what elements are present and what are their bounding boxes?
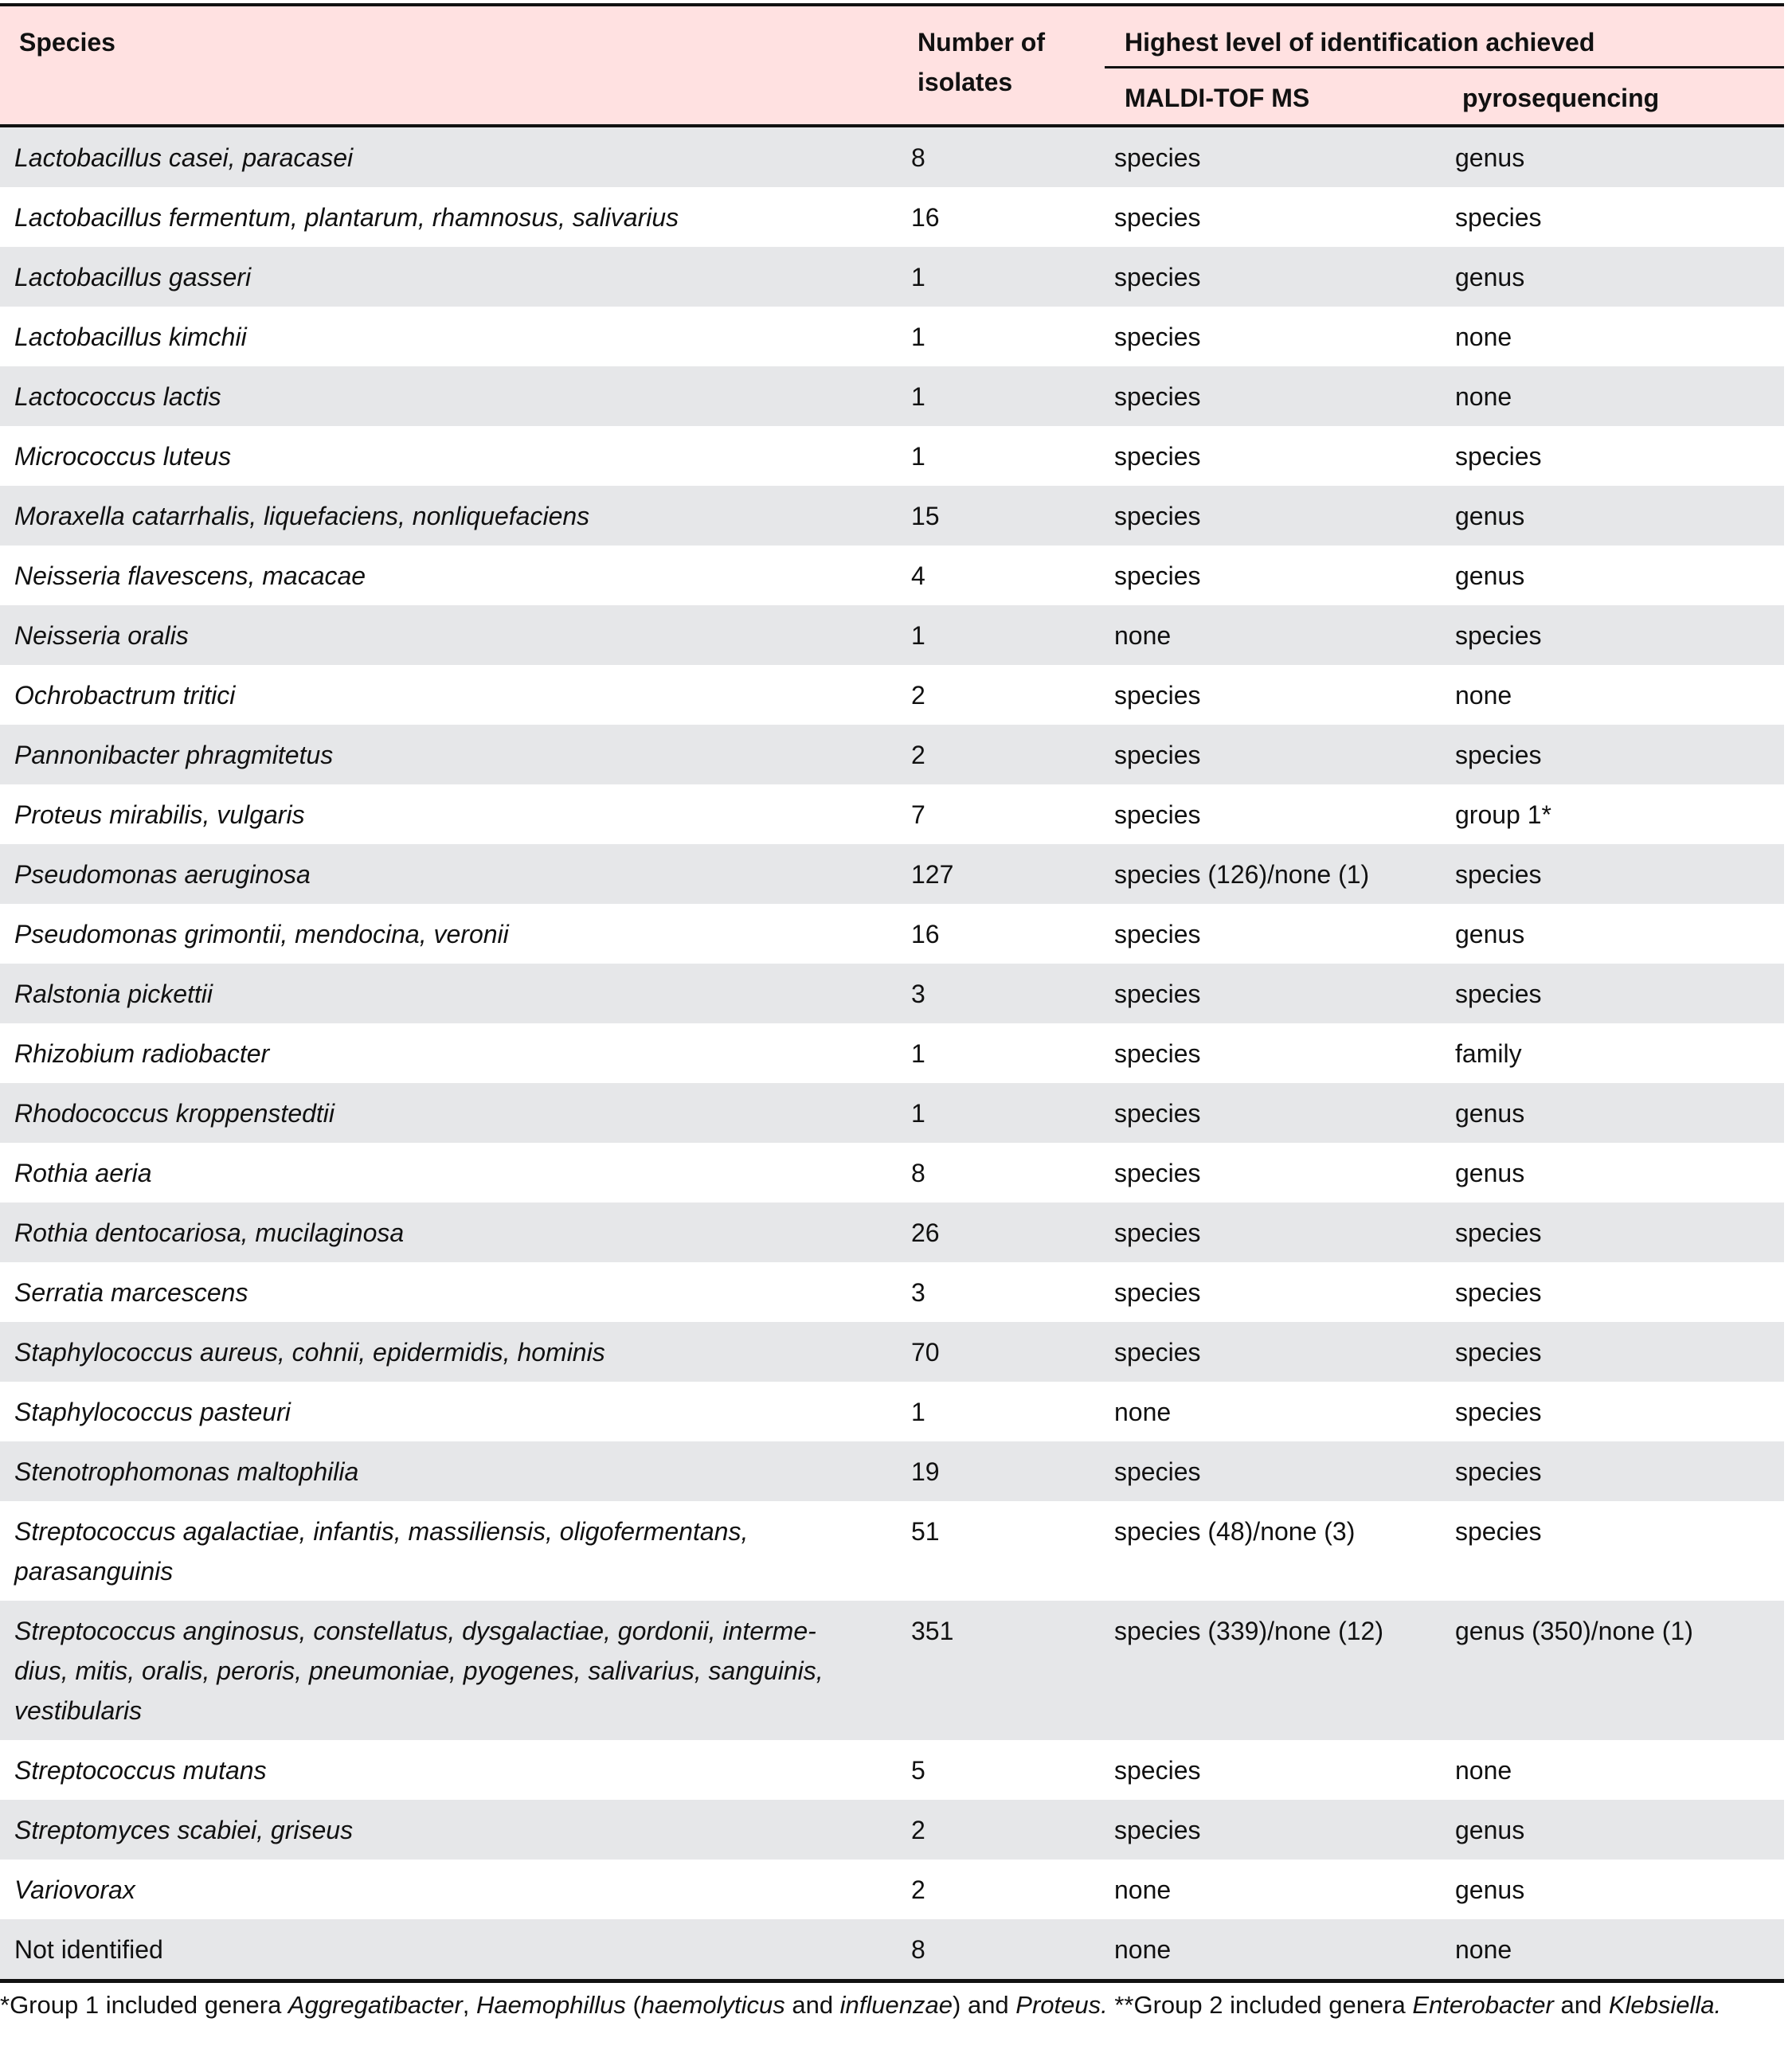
table-header bbox=[0, 5, 1784, 126]
pyrosequencing-result-cell: none bbox=[1455, 1935, 1512, 1964]
species-cell: Pannonibacter phragmitetus bbox=[14, 741, 334, 769]
footnote-text: and bbox=[1553, 1991, 1609, 2019]
isolate-count-cell: 8 bbox=[911, 1935, 925, 1964]
maldi-result-cell: species bbox=[1114, 1816, 1201, 1844]
species-cell: Ralstonia pickettii bbox=[14, 980, 213, 1008]
species-cell: Streptococcus agalactiae, infantis, massiliensis, oligofermentans, parasanguinis bbox=[14, 1517, 749, 1586]
species-cell: Rothia dentocariosa, mucilaginosa bbox=[14, 1218, 405, 1247]
isolate-count-cell: 1 bbox=[911, 382, 925, 411]
maldi-result-cell: none bbox=[1114, 1398, 1172, 1426]
header-pyrosequencing: pyrosequencing bbox=[1443, 67, 1784, 126]
maldi-result-cell: species bbox=[1114, 800, 1201, 829]
pyrosequencing-result-cell: family bbox=[1455, 1039, 1522, 1068]
header-identification-level: Highest level of identification achieved bbox=[1105, 5, 1784, 67]
maldi-result-cell: species bbox=[1114, 980, 1201, 1008]
maldi-result-cell: species bbox=[1114, 203, 1201, 232]
table-row bbox=[0, 187, 1784, 247]
table-row bbox=[0, 1143, 1784, 1203]
species-cell: Lactococcus lactis bbox=[14, 382, 221, 411]
footnote-italic-text: Aggregatibacter bbox=[288, 1991, 463, 2019]
header-species: Species bbox=[0, 5, 900, 126]
maldi-result-cell: species bbox=[1114, 1457, 1201, 1486]
table-body bbox=[0, 126, 1784, 1981]
species-cell: Streptococcus mutans bbox=[14, 1756, 267, 1785]
pyrosequencing-result-cell: genus bbox=[1455, 920, 1525, 948]
species-cell: Streptococcus anginosus, constellatus, dysgalactiae, gordonii, intermedius, mitis, oralis, peroris, pneumoniae, pyogenes, salivarius, sanguinis, vestibularis bbox=[14, 1617, 824, 1725]
table-row bbox=[0, 1262, 1784, 1322]
table-row bbox=[0, 1023, 1784, 1083]
isolate-count-cell: 127 bbox=[911, 860, 954, 889]
pyrosequencing-result-cell: none bbox=[1455, 323, 1512, 351]
isolate-count-cell: 70 bbox=[911, 1338, 940, 1367]
footnote-italic-text: Enterobacter bbox=[1412, 1991, 1554, 2019]
pyrosequencing-result-cell: none bbox=[1455, 382, 1512, 411]
table-row bbox=[0, 964, 1784, 1023]
table-row bbox=[0, 366, 1784, 426]
isolate-count-cell: 351 bbox=[911, 1617, 954, 1645]
maldi-result-cell: species bbox=[1114, 1278, 1201, 1307]
maldi-result-cell: species bbox=[1114, 143, 1201, 172]
species-cell: Neisseria flavescens, macacae bbox=[14, 561, 366, 590]
isolate-count-cell: 4 bbox=[911, 561, 925, 590]
isolate-count-cell: 16 bbox=[911, 920, 940, 948]
identification-table bbox=[0, 3, 1784, 1983]
footnote-italic-text: Klebsiella. bbox=[1608, 1991, 1722, 2019]
table-row bbox=[0, 126, 1784, 187]
isolate-count-cell: 2 bbox=[911, 681, 925, 710]
table-row bbox=[0, 1382, 1784, 1441]
species-cell: Lactobacillus kimchii bbox=[14, 323, 247, 351]
isolate-count-cell: 1 bbox=[911, 442, 925, 471]
maldi-result-cell: species bbox=[1114, 1099, 1201, 1128]
pyrosequencing-result-cell: genus bbox=[1455, 143, 1525, 172]
isolate-count-cell: 1 bbox=[911, 1039, 925, 1068]
table-row bbox=[0, 546, 1784, 605]
isolate-count-cell: 1 bbox=[911, 1398, 925, 1426]
isolate-count-cell: 2 bbox=[911, 741, 925, 769]
maldi-result-cell: none bbox=[1114, 1935, 1172, 1964]
isolate-count-cell: 3 bbox=[911, 980, 925, 1008]
maldi-result-cell: species bbox=[1114, 382, 1201, 411]
table-row bbox=[0, 486, 1784, 546]
species-cell: Serratia marcescens bbox=[14, 1278, 248, 1307]
species-cell: Stenotrophomonas maltophilia bbox=[14, 1457, 359, 1486]
table-row bbox=[0, 426, 1784, 486]
maldi-result-cell: species bbox=[1114, 1756, 1201, 1785]
pyrosequencing-result-cell: genus bbox=[1455, 561, 1525, 590]
isolate-count-cell: 1 bbox=[911, 323, 925, 351]
maldi-result-cell: species bbox=[1114, 442, 1201, 471]
table-row bbox=[0, 904, 1784, 964]
table-row bbox=[0, 247, 1784, 307]
header-number-of-isolates: Number of isolates bbox=[900, 5, 1105, 126]
maldi-result-cell: species (339)/none (12) bbox=[1114, 1617, 1383, 1645]
species-cell: Staphylococcus aureus, cohnii, epidermidis, hominis bbox=[14, 1338, 605, 1367]
species-cell: Staphylococcus pasteuri bbox=[14, 1398, 291, 1426]
pyrosequencing-result-cell: species bbox=[1455, 1517, 1542, 1546]
species-cell: Not identified bbox=[14, 1935, 163, 1964]
footnote-text: , bbox=[462, 1991, 477, 2019]
isolate-count-cell: 1 bbox=[911, 263, 925, 291]
species-cell: Ochrobactrum tritici bbox=[14, 681, 236, 710]
pyrosequencing-result-cell: species bbox=[1455, 1457, 1542, 1486]
pyrosequencing-result-cell: genus bbox=[1455, 1875, 1525, 1904]
pyrosequencing-result-cell: genus bbox=[1455, 263, 1525, 291]
pyrosequencing-result-cell: group 1* bbox=[1455, 800, 1551, 829]
maldi-result-cell: species bbox=[1114, 741, 1201, 769]
footnote-text: ( bbox=[625, 1991, 641, 2019]
footnote-text: **Group 2 included genera bbox=[1107, 1991, 1413, 2019]
table-footnote bbox=[0, 1989, 1792, 2021]
maldi-result-cell: species bbox=[1114, 1338, 1201, 1367]
species-cell: Neisseria oralis bbox=[14, 621, 189, 650]
maldi-result-cell: none bbox=[1114, 621, 1172, 650]
maldi-result-cell: species bbox=[1114, 1218, 1201, 1247]
table-row bbox=[0, 1501, 1784, 1601]
pyrosequencing-result-cell: genus bbox=[1455, 1159, 1525, 1187]
table-row bbox=[0, 307, 1784, 366]
isolate-count-cell: 3 bbox=[911, 1278, 925, 1307]
maldi-result-cell: species bbox=[1114, 920, 1201, 948]
table-row bbox=[0, 1740, 1784, 1800]
pyrosequencing-result-cell: species bbox=[1455, 1218, 1542, 1247]
maldi-result-cell: species bbox=[1114, 1159, 1201, 1187]
isolate-count-cell: 26 bbox=[911, 1218, 940, 1247]
maldi-result-cell: species bbox=[1114, 502, 1201, 530]
species-cell: Streptomyces scabiei, griseus bbox=[14, 1816, 354, 1844]
table-row bbox=[0, 1800, 1784, 1860]
maldi-result-cell: species (126)/none (1) bbox=[1114, 860, 1370, 889]
table-row bbox=[0, 1322, 1784, 1382]
footnote-text: *Group 1 included genera bbox=[0, 1991, 288, 2019]
isolate-count-cell: 2 bbox=[911, 1816, 925, 1844]
table-row bbox=[0, 844, 1784, 904]
maldi-result-cell: species bbox=[1114, 323, 1201, 351]
identification-table-container bbox=[0, 3, 1784, 1983]
footnote-text: and bbox=[784, 1991, 840, 2019]
pyrosequencing-result-cell: species bbox=[1455, 1278, 1542, 1307]
isolate-count-cell: 51 bbox=[911, 1517, 940, 1546]
maldi-result-cell: species bbox=[1114, 263, 1201, 291]
table-row bbox=[0, 605, 1784, 665]
pyrosequencing-result-cell: species bbox=[1455, 980, 1542, 1008]
maldi-result-cell: species bbox=[1114, 561, 1201, 590]
pyrosequencing-result-cell: none bbox=[1455, 681, 1512, 710]
pyrosequencing-result-cell: genus (350)/none (1) bbox=[1455, 1617, 1693, 1645]
pyrosequencing-result-cell: species bbox=[1455, 741, 1542, 769]
table-row bbox=[0, 784, 1784, 844]
footnote-italic-text: influenzae bbox=[839, 1991, 953, 2019]
species-cell: Lactobacillus casei, paracasei bbox=[14, 143, 354, 172]
table-row bbox=[0, 1083, 1784, 1143]
maldi-result-cell: species bbox=[1114, 1039, 1201, 1068]
table-row bbox=[0, 725, 1784, 784]
maldi-result-cell: species bbox=[1114, 681, 1201, 710]
species-cell: Pseudomonas grimontii, mendocina, veronii bbox=[14, 920, 509, 948]
isolate-count-cell: 5 bbox=[911, 1756, 925, 1785]
species-cell: Micrococcus luteus bbox=[14, 442, 232, 471]
footnote-italic-text: haemolyticus bbox=[640, 1991, 785, 2019]
footnote-text: ) and bbox=[953, 1991, 1016, 2019]
pyrosequencing-result-cell: species bbox=[1455, 442, 1542, 471]
species-cell: Pseudomonas aeruginosa bbox=[14, 860, 311, 889]
pyrosequencing-result-cell: genus bbox=[1455, 502, 1525, 530]
species-cell: Lactobacillus gasseri bbox=[14, 263, 252, 291]
isolate-count-cell: 1 bbox=[911, 1099, 925, 1128]
table-row bbox=[0, 1860, 1784, 1919]
pyrosequencing-result-cell: genus bbox=[1455, 1816, 1525, 1844]
pyrosequencing-result-cell: species bbox=[1455, 203, 1542, 232]
table-row bbox=[0, 1919, 1784, 1981]
isolate-count-cell: 7 bbox=[911, 800, 925, 829]
footnote-italic-text: Haemophillus bbox=[476, 1991, 626, 2019]
species-cell: Proteus mirabilis, vulgaris bbox=[14, 800, 305, 829]
isolate-count-cell: 19 bbox=[911, 1457, 940, 1486]
table-row bbox=[0, 1601, 1784, 1740]
species-cell: Rhizobium radiobacter bbox=[14, 1039, 270, 1068]
isolate-count-cell: 16 bbox=[911, 203, 940, 232]
isolate-count-cell: 1 bbox=[911, 621, 925, 650]
header-maldi-tof-ms: MALDI-TOF MS bbox=[1105, 67, 1443, 126]
maldi-result-cell: none bbox=[1114, 1875, 1172, 1904]
pyrosequencing-result-cell: species bbox=[1455, 1398, 1542, 1426]
maldi-result-cell: species (48)/none (3) bbox=[1114, 1517, 1356, 1546]
species-cell: Rothia aeria bbox=[14, 1159, 152, 1187]
pyrosequencing-result-cell: none bbox=[1455, 1756, 1512, 1785]
table-row bbox=[0, 1441, 1784, 1501]
species-cell: Rhodococcus kroppenstedtii bbox=[14, 1099, 335, 1128]
species-cell: Lactobacillus fermentum, plantarum, rhamnosus, salivarius bbox=[14, 203, 679, 232]
pyrosequencing-result-cell: species bbox=[1455, 1338, 1542, 1367]
species-cell: Moraxella catarrhalis, liquefaciens, nonliquefaciens bbox=[14, 502, 590, 530]
species-cell: Variovorax bbox=[14, 1875, 135, 1904]
isolate-count-cell: 8 bbox=[911, 1159, 925, 1187]
table-row bbox=[0, 1203, 1784, 1262]
pyrosequencing-result-cell: genus bbox=[1455, 1099, 1525, 1128]
pyrosequencing-result-cell: species bbox=[1455, 621, 1542, 650]
isolate-count-cell: 2 bbox=[911, 1875, 925, 1904]
footnote-italic-text: Proteus. bbox=[1015, 1991, 1108, 2019]
isolate-count-cell: 8 bbox=[911, 143, 925, 172]
isolate-count-cell: 15 bbox=[911, 502, 940, 530]
pyrosequencing-result-cell: species bbox=[1455, 860, 1542, 889]
table-row bbox=[0, 665, 1784, 725]
